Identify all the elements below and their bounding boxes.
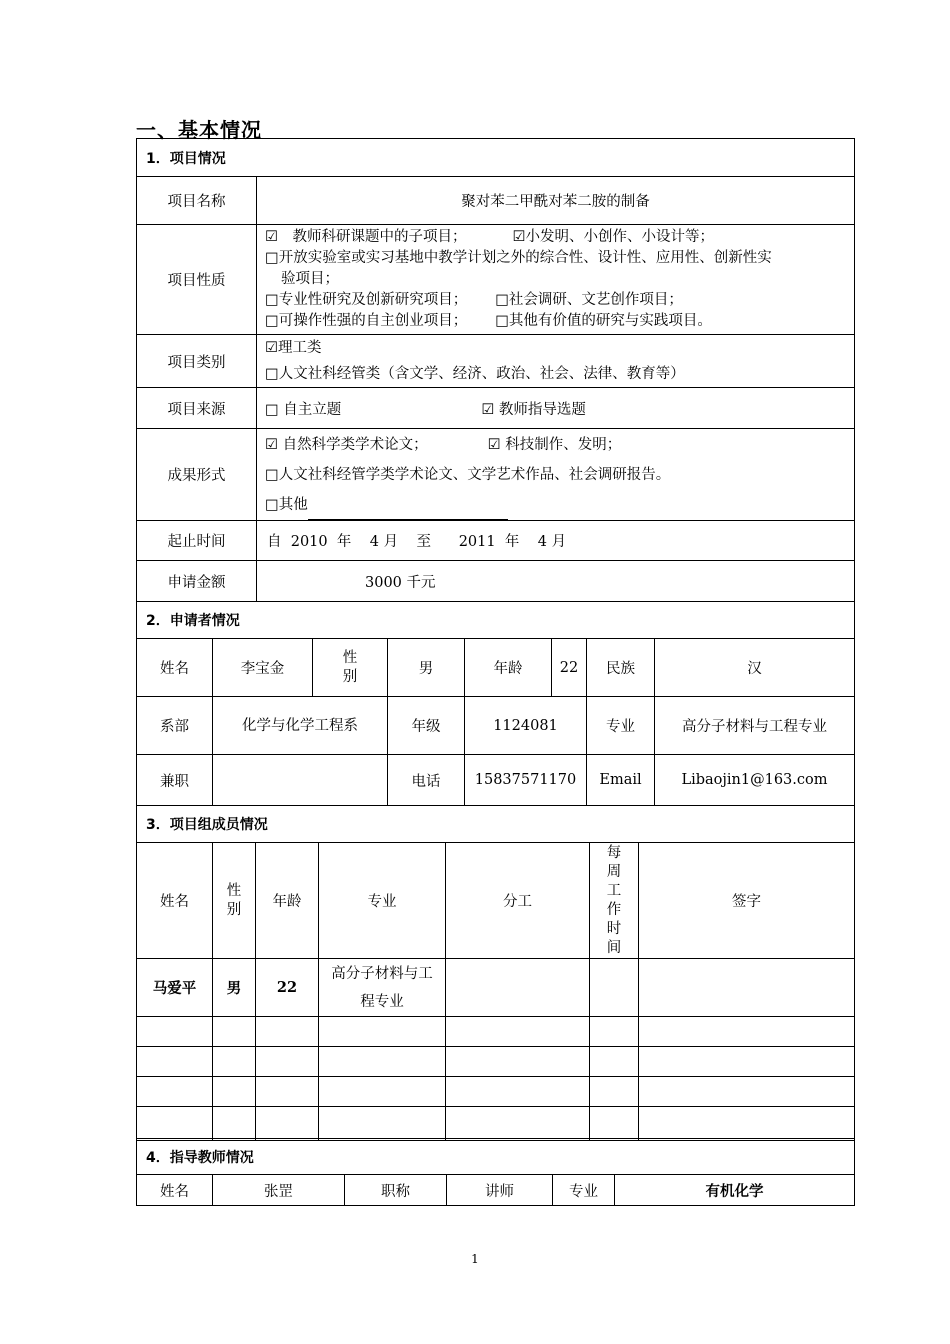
- source-option-teacher[interactable]: ☑ 教师指导选题: [481, 401, 586, 418]
- member-major[interactable]: [319, 1077, 446, 1107]
- member-gender[interactable]: [213, 1017, 256, 1047]
- result-option-paper[interactable]: ☑ 自然科学类学术论文；: [265, 436, 428, 453]
- member-signature[interactable]: [639, 1017, 855, 1047]
- applicant-gender-value: 男: [388, 639, 465, 697]
- applicant-email-value: Libaojin1@163.com: [655, 755, 855, 806]
- section-3-header: 3．项目组成员情况: [137, 806, 855, 843]
- nature-option-invention[interactable]: ☑小发明、小创作、小设计等；: [512, 229, 714, 245]
- applicant-age-label: 年龄: [465, 639, 552, 697]
- member-age: 22: [256, 959, 319, 1017]
- applicant-major-value: 高分子材料与工程专业: [655, 697, 855, 755]
- nature-option-other[interactable]: □其他有价值的研究与实践项目。: [495, 313, 712, 329]
- member-gender[interactable]: [213, 1047, 256, 1077]
- category-option-science[interactable]: ☑理工类: [265, 340, 322, 356]
- project-nature-label: 项目性质: [137, 225, 257, 335]
- period-value: 自 2010 年 4 月 至 2011 年 4 月: [257, 521, 855, 561]
- advisor-name-label: 姓名: [137, 1175, 213, 1206]
- table-row: [137, 1107, 855, 1141]
- advisor-name-value: 张罡: [213, 1175, 345, 1206]
- nature-option-teacher-subproject[interactable]: ☑ 教师科研课题中的子项目；: [265, 229, 467, 245]
- category-option-humanities[interactable]: □人文社科经管类（含文学、经济、政治、社会、法律、教育等）: [265, 366, 685, 382]
- advisor-major-label: 专业: [553, 1175, 615, 1206]
- members-col-age: 年龄: [256, 843, 319, 959]
- member-name[interactable]: [137, 1107, 213, 1141]
- result-form-label: 成果形式: [137, 429, 257, 521]
- members-col-signature: 签字: [639, 843, 855, 959]
- amount-label: 申请金额: [137, 561, 257, 602]
- members-col-weekly-hours: 每周工作时间: [590, 843, 639, 959]
- applicant-phone-value: 15837571170: [465, 755, 587, 806]
- applicant-ethnic-value: 汉: [655, 639, 855, 697]
- applicant-age-value: 22: [552, 639, 587, 697]
- table-row: [137, 1077, 855, 1107]
- members-col-name: 姓名: [137, 843, 213, 959]
- applicant-gender-label: 性别: [313, 639, 388, 697]
- page-number: 1: [471, 1252, 479, 1266]
- table-row: [137, 959, 855, 1017]
- applicant-email-label: Email: [587, 755, 655, 806]
- member-hours[interactable]: [590, 959, 639, 1017]
- source-option-self[interactable]: □ 自主立题: [265, 401, 342, 418]
- applicant-section: [136, 601, 855, 806]
- nature-option-open-lab[interactable]: □开放实验室或实习基地中教学计划之外的综合性、设计性、应用性、创新性实: [265, 250, 772, 266]
- member-signature[interactable]: [639, 1077, 855, 1107]
- result-other-blank[interactable]: [308, 505, 508, 520]
- applicant-ethnic-label: 民族: [587, 639, 655, 697]
- nature-option-survey[interactable]: □社会调研、文艺创作项目；: [495, 292, 683, 308]
- advisor-title-label: 职称: [345, 1175, 447, 1206]
- project-name-label: 项目名称: [137, 177, 257, 225]
- project-name-value: 聚对苯二甲酰对苯二胺的制备: [257, 177, 855, 225]
- member-gender[interactable]: [213, 1107, 256, 1141]
- member-signature[interactable]: [639, 1047, 855, 1077]
- project-nature-options: [257, 225, 855, 335]
- project-source-label: 项目来源: [137, 388, 257, 429]
- section-1-header: 1．项目情况: [137, 139, 855, 177]
- advisor-section: [136, 1138, 855, 1206]
- result-option-other[interactable]: □其他: [265, 496, 308, 513]
- advisor-major-value: 有机化学: [615, 1175, 855, 1206]
- applicant-parttime-value: [213, 755, 388, 806]
- project-info-section: [136, 138, 855, 602]
- member-name: 马爱平: [137, 959, 213, 1017]
- member-hours[interactable]: [590, 1107, 639, 1141]
- member-age[interactable]: [256, 1047, 319, 1077]
- result-option-invention[interactable]: ☑ 科技制作、发明；: [487, 436, 622, 453]
- member-age[interactable]: [256, 1017, 319, 1047]
- applicant-name-value: 李宝金: [213, 639, 313, 697]
- advisor-title-value: 讲师: [447, 1175, 553, 1206]
- member-major[interactable]: [319, 1107, 446, 1141]
- result-option-humanities[interactable]: □人文社科经管学类学术论文、文学艺术作品、社会调研报告。: [265, 466, 671, 483]
- applicant-name-label: 姓名: [137, 639, 213, 697]
- member-major[interactable]: [319, 1017, 446, 1047]
- members-col-duty: 分工: [446, 843, 590, 959]
- member-duty[interactable]: [446, 959, 590, 1017]
- section-4-header: 4．指导教师情况: [137, 1139, 855, 1175]
- applicant-parttime-label: 兼职: [137, 755, 213, 806]
- applicant-major-label: 专业: [587, 697, 655, 755]
- member-gender[interactable]: [213, 1077, 256, 1107]
- result-form-options: [257, 429, 855, 521]
- period-label: 起止时间: [137, 521, 257, 561]
- member-signature[interactable]: [639, 1107, 855, 1141]
- section-2-header: 2．申请者情况: [137, 602, 855, 639]
- members-col-major: 专业: [319, 843, 446, 959]
- member-duty[interactable]: [446, 1107, 590, 1141]
- nature-option-startup[interactable]: □可操作性强的自主创业项目；: [265, 313, 468, 329]
- member-duty[interactable]: [446, 1077, 590, 1107]
- member-major: 高分子材料与工程专业: [319, 959, 446, 1017]
- page-title: 一、基本情况: [136, 118, 262, 142]
- applicant-dept-label: 系部: [137, 697, 213, 755]
- member-duty[interactable]: [446, 1017, 590, 1047]
- table-row: [137, 1017, 855, 1047]
- member-hours[interactable]: [590, 1077, 639, 1107]
- member-signature[interactable]: [639, 959, 855, 1017]
- applicant-grade-label: 年级: [388, 697, 465, 755]
- project-category-options: [257, 335, 855, 388]
- applicant-grade-value: 1124081: [465, 697, 587, 755]
- member-name[interactable]: [137, 1077, 213, 1107]
- member-gender: 男: [213, 959, 256, 1017]
- applicant-dept-value: 化学与化学工程系: [213, 697, 388, 755]
- project-category-label: 项目类别: [137, 335, 257, 388]
- member-age[interactable]: [256, 1107, 319, 1141]
- member-hours[interactable]: [590, 1017, 639, 1047]
- nature-option-open-lab-cont: 验项目；: [281, 271, 339, 287]
- amount-value: 3000 千元: [257, 561, 855, 602]
- member-hours[interactable]: [590, 1047, 639, 1077]
- member-name[interactable]: [137, 1017, 213, 1047]
- table-row: [137, 1047, 855, 1077]
- nature-option-research[interactable]: □专业性研究及创新研究项目；: [265, 292, 468, 308]
- project-source-options: [257, 388, 855, 429]
- member-duty[interactable]: [446, 1047, 590, 1077]
- member-name[interactable]: [137, 1047, 213, 1077]
- members-section: [136, 805, 855, 1141]
- applicant-phone-label: 电话: [388, 755, 465, 806]
- members-col-gender: 性别: [213, 843, 256, 959]
- member-age[interactable]: [256, 1077, 319, 1107]
- member-major[interactable]: [319, 1047, 446, 1077]
